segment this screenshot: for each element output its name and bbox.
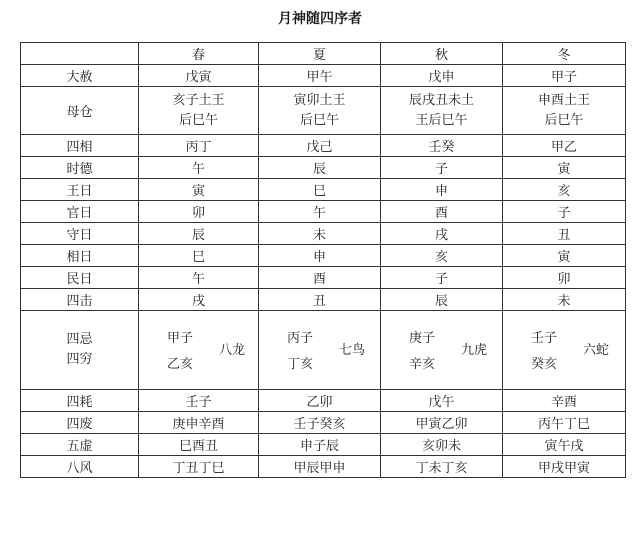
row-label: 大赦 bbox=[21, 65, 139, 87]
table-cell: 午 bbox=[139, 267, 259, 289]
table-cell: 辛酉 bbox=[503, 390, 626, 412]
table-cell: 丙午丁巳 bbox=[503, 412, 626, 434]
table-cell: 酉 bbox=[259, 267, 381, 289]
header-winter: 冬 bbox=[503, 43, 626, 65]
row-label: 民日 bbox=[21, 267, 139, 289]
table-cell: 申子辰 bbox=[259, 434, 381, 456]
row-label: 守日 bbox=[21, 223, 139, 245]
row-label: 相日 bbox=[21, 245, 139, 267]
table-cell: 丁丑丁巳 bbox=[139, 456, 259, 478]
row-label: 官日 bbox=[21, 201, 139, 223]
table-row bbox=[21, 267, 626, 289]
cell-line: 亥子土王 bbox=[172, 92, 225, 108]
ji-line-a: 壬子 bbox=[531, 331, 558, 346]
table-cell: 辰 bbox=[381, 289, 503, 311]
row-label: 时德 bbox=[21, 157, 139, 179]
cell-line: 申酉土王 bbox=[537, 92, 590, 108]
row-label: 四击 bbox=[21, 289, 139, 311]
ji-line-b: 癸亥 bbox=[531, 357, 558, 372]
table-cell: 午 bbox=[259, 201, 381, 223]
table-row bbox=[21, 289, 626, 311]
page-title: 月神随四序者 bbox=[278, 11, 362, 27]
header-corner bbox=[21, 43, 139, 65]
ji-group: 七鸟 bbox=[339, 343, 366, 358]
cell-line: 后巳午 bbox=[544, 112, 584, 128]
table-cell: 子 bbox=[381, 267, 503, 289]
ji-group: 九虎 bbox=[461, 343, 488, 358]
row-label-line: 四穷 bbox=[66, 352, 93, 367]
table-row bbox=[21, 179, 626, 201]
table-cell: 戊寅 bbox=[139, 65, 259, 87]
table-cell bbox=[503, 87, 626, 135]
table-cell: 亥卯未 bbox=[381, 434, 503, 456]
table-row bbox=[21, 65, 626, 87]
row-label-line: 四忌 bbox=[66, 332, 93, 347]
table-row-ji bbox=[21, 311, 626, 390]
table-cell: 戌 bbox=[381, 223, 503, 245]
table-cell: 戊申 bbox=[381, 65, 503, 87]
header-row bbox=[21, 43, 626, 65]
header-spring: 春 bbox=[139, 43, 259, 65]
row-label bbox=[21, 311, 139, 390]
table-cell: 寅 bbox=[139, 179, 259, 201]
cell-line: 后巳午 bbox=[178, 112, 218, 128]
ji-line-b: 辛亥 bbox=[409, 357, 436, 372]
table-cell: 酉 bbox=[381, 201, 503, 223]
table-cell: 丑 bbox=[259, 289, 381, 311]
table-cell: 辰 bbox=[259, 157, 381, 179]
table-cell bbox=[381, 87, 503, 135]
table-cell: 壬癸 bbox=[381, 135, 503, 157]
table-cell: 丁未丁亥 bbox=[381, 456, 503, 478]
table-cell: 甲乙 bbox=[503, 135, 626, 157]
table-cell: 申 bbox=[259, 245, 381, 267]
table-cell bbox=[503, 311, 626, 390]
table-cell: 戊午 bbox=[381, 390, 503, 412]
table-cell bbox=[139, 87, 259, 135]
table-row bbox=[21, 201, 626, 223]
table-cell bbox=[381, 311, 503, 390]
ji-line-a: 甲子 bbox=[167, 331, 194, 346]
table-row bbox=[21, 434, 626, 456]
table-cell: 丑 bbox=[503, 223, 626, 245]
table-cell bbox=[259, 87, 381, 135]
table-cell: 壬子 bbox=[139, 390, 259, 412]
row-label: 王日 bbox=[21, 179, 139, 201]
table-row bbox=[21, 390, 626, 412]
almanac-table bbox=[20, 42, 626, 478]
ji-line-b: 乙亥 bbox=[167, 357, 194, 372]
table-row bbox=[21, 87, 626, 135]
table-cell: 甲午 bbox=[259, 65, 381, 87]
row-label: 八风 bbox=[21, 456, 139, 478]
ji-line-a: 庚子 bbox=[409, 331, 436, 346]
table-cell: 巳 bbox=[259, 179, 381, 201]
table-cell: 申 bbox=[381, 179, 503, 201]
ji-group: 八龙 bbox=[219, 343, 246, 358]
ji-line-a: 丙子 bbox=[287, 331, 314, 346]
table-cell: 未 bbox=[259, 223, 381, 245]
table-cell: 戊己 bbox=[259, 135, 381, 157]
table-cell: 壬子癸亥 bbox=[259, 412, 381, 434]
table-cell: 辰 bbox=[139, 223, 259, 245]
table-cell: 卯 bbox=[503, 267, 626, 289]
table-cell: 甲辰甲申 bbox=[259, 456, 381, 478]
table-cell: 寅 bbox=[503, 245, 626, 267]
table-cell: 戌 bbox=[139, 289, 259, 311]
table-row bbox=[21, 245, 626, 267]
row-label: 五虚 bbox=[21, 434, 139, 456]
cell-line: 王后巳午 bbox=[415, 112, 468, 128]
header-autumn: 秋 bbox=[381, 43, 503, 65]
table-row bbox=[21, 223, 626, 245]
table-cell: 子 bbox=[381, 157, 503, 179]
row-label: 四废 bbox=[21, 412, 139, 434]
table-cell: 亥 bbox=[503, 179, 626, 201]
table-cell: 甲寅乙卯 bbox=[381, 412, 503, 434]
table-row bbox=[21, 135, 626, 157]
table-cell bbox=[139, 311, 259, 390]
table-cell: 寅 bbox=[503, 157, 626, 179]
table-row bbox=[21, 412, 626, 434]
table-cell: 卯 bbox=[139, 201, 259, 223]
table-cell: 庚申辛酉 bbox=[139, 412, 259, 434]
row-label: 四耗 bbox=[21, 390, 139, 412]
table-cell bbox=[259, 311, 381, 390]
table-cell: 午 bbox=[139, 157, 259, 179]
cell-line: 辰戌丑未土 bbox=[408, 92, 474, 108]
ji-group: 六蛇 bbox=[583, 343, 610, 358]
table-cell: 亥 bbox=[381, 245, 503, 267]
cell-line: 寅卯土王 bbox=[293, 92, 346, 108]
table-cell: 巳酉丑 bbox=[139, 434, 259, 456]
ji-line-b: 丁亥 bbox=[287, 357, 314, 372]
row-label: 母仓 bbox=[21, 87, 139, 135]
table-cell: 寅午戌 bbox=[503, 434, 626, 456]
table-cell: 丙丁 bbox=[139, 135, 259, 157]
table-row bbox=[21, 157, 626, 179]
table-row bbox=[21, 456, 626, 478]
table-cell: 未 bbox=[503, 289, 626, 311]
table-cell: 甲戌甲寅 bbox=[503, 456, 626, 478]
table-cell: 巳 bbox=[139, 245, 259, 267]
header-summer: 夏 bbox=[259, 43, 381, 65]
table-cell: 甲子 bbox=[503, 65, 626, 87]
row-label: 四相 bbox=[21, 135, 139, 157]
table-cell: 子 bbox=[503, 201, 626, 223]
cell-line: 后巳午 bbox=[299, 112, 339, 128]
table-cell: 乙卯 bbox=[259, 390, 381, 412]
